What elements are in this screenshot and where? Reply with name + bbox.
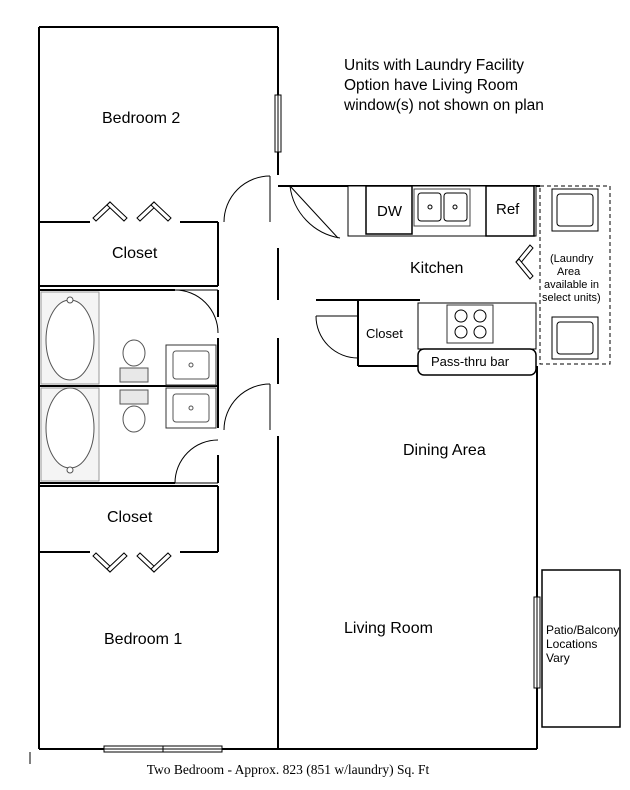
refrigerator-label: Ref [496,201,520,218]
kitchen-closet-label: Closet [366,326,403,341]
living-room-label: Living Room [344,620,433,637]
note-line-2: Option have Living Room [344,77,519,94]
note-line-3: window(s) not shown on plan [344,97,544,114]
laundry-line-2: Area [557,266,581,278]
patio-line-2: Locations [546,637,598,651]
plan-caption: Two Bedroom - Approx. 823 (851 w/laundry) Sq. Ft [146,762,430,777]
bedroom-1-label: Bedroom 1 [104,631,183,648]
pass-thru-bar-label: Pass-thru bar [431,354,510,369]
kitchen-label: Kitchen [410,260,464,277]
laundry-line-3: available in [544,279,600,291]
dining-area-label: Dining Area [403,442,486,459]
laundry-line-1: (Laundry [550,253,594,265]
closet-upper-label: Closet [112,245,158,262]
patio-line-1: Patio/Balcony [546,623,620,637]
closet-lower-label: Closet [107,509,153,526]
bedroom-2-label: Bedroom 2 [102,110,181,127]
dishwasher-label: DW [377,203,402,220]
note-line-1: Units with Laundry Facility [344,57,525,74]
laundry-note [344,56,604,116]
laundry-line-4: select units) [542,292,601,304]
patio-line-3: Vary [546,651,570,665]
